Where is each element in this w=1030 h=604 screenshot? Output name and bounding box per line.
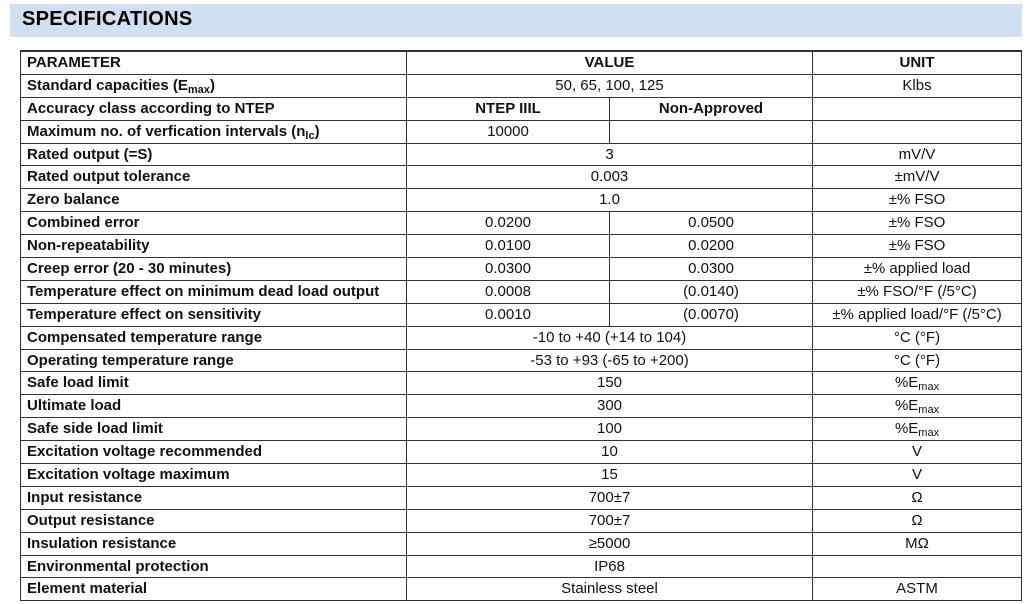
value-cell: IP68	[407, 555, 813, 578]
parameter-label: Compensated temperature range	[27, 328, 263, 346]
value-non-approved-cell: Non-Approved	[610, 97, 813, 120]
parameter-cell	[21, 555, 407, 578]
value-ntep-cell: 0.0300	[407, 258, 610, 281]
table-row	[21, 532, 1022, 555]
header-value: VALUE	[407, 51, 813, 74]
value-non-approved-cell	[610, 120, 813, 143]
parameter-label: Excitation voltage recommended	[27, 443, 263, 461]
value-cell: ≥5000	[407, 532, 813, 555]
table-row	[21, 189, 1022, 212]
parameter-cell	[21, 418, 407, 441]
parameter-label: Temperature effect on sensitivity	[27, 305, 261, 323]
unit-cell	[813, 464, 1022, 487]
unit-cell	[813, 509, 1022, 532]
unit-subscript: max	[918, 404, 940, 417]
unit-label: Ω	[911, 511, 923, 529]
parameter-label: Input resistance	[27, 488, 143, 506]
table-row	[21, 143, 1022, 166]
parameter-cell	[21, 349, 407, 372]
parameter-label: Combined error	[27, 214, 140, 232]
unit-label: ±% FSO/°F (/5°C)	[857, 282, 977, 300]
table-row	[21, 258, 1022, 281]
unit-label: V	[912, 443, 923, 461]
value-cell: 15	[407, 464, 813, 487]
section-title: SPECIFICATIONS	[22, 8, 193, 30]
parameter-label: Temperature effect on minimum dead load output	[27, 282, 380, 300]
specifications-table	[20, 50, 1022, 601]
parameter-cell	[21, 578, 407, 601]
table-row	[21, 303, 1022, 326]
unit-subscript: max	[918, 427, 940, 440]
value-cell: 3	[407, 143, 813, 166]
parameter-cell	[21, 326, 407, 349]
parameter-suffix: )	[314, 122, 320, 140]
value-non-approved-cell: (0.0140)	[610, 280, 813, 303]
unit-cell	[813, 395, 1022, 418]
unit-cell	[813, 143, 1022, 166]
parameter-cell	[21, 509, 407, 532]
unit-cell	[813, 418, 1022, 441]
unit-subscript: max	[918, 381, 940, 394]
section-banner	[10, 4, 1022, 37]
parameter-label: Operating temperature range	[27, 351, 234, 369]
parameter-label: Rated output (=S)	[27, 145, 153, 163]
value-cell: 700±7	[407, 486, 813, 509]
value-ntep-cell: 0.0008	[407, 280, 610, 303]
header-unit: UNIT	[813, 51, 1022, 74]
unit-cell	[813, 120, 1022, 143]
parameter-label: Excitation voltage maximum	[27, 465, 230, 483]
table-row	[21, 349, 1022, 372]
value-cell: 700±7	[407, 509, 813, 532]
parameter-cell	[21, 258, 407, 281]
parameter-label: Creep error (20 - 30 minutes)	[27, 259, 232, 277]
unit-cell	[813, 303, 1022, 326]
parameter-cell	[21, 464, 407, 487]
unit-cell	[813, 235, 1022, 258]
table-row	[21, 372, 1022, 395]
unit-cell	[813, 97, 1022, 120]
table-row	[21, 395, 1022, 418]
unit-cell	[813, 349, 1022, 372]
parameter-label: Rated output tolerance	[27, 168, 191, 186]
parameter-cell	[21, 120, 407, 143]
parameter-cell	[21, 235, 407, 258]
value-cell: -10 to +40 (+14 to 104)	[407, 326, 813, 349]
value-cell: Stainless steel	[407, 578, 813, 601]
table-row	[21, 74, 1022, 97]
table-row	[21, 509, 1022, 532]
parameter-cell	[21, 532, 407, 555]
unit-cell	[813, 555, 1022, 578]
unit-cell	[813, 372, 1022, 395]
value-cell: 100	[407, 418, 813, 441]
unit-label: %E	[894, 397, 919, 415]
value-non-approved-cell: 0.0300	[610, 258, 813, 281]
table-row	[21, 555, 1022, 578]
parameter-label: Maximum no. of verfication intervals (n	[27, 122, 306, 140]
table-row	[21, 464, 1022, 487]
parameter-cell	[21, 280, 407, 303]
unit-cell	[813, 280, 1022, 303]
value-cell: 0.003	[407, 166, 813, 189]
value-ntep-cell: 10000	[407, 120, 610, 143]
parameter-cell	[21, 97, 407, 120]
table-row	[21, 418, 1022, 441]
value-cell: 50, 65, 100, 125	[407, 74, 813, 97]
table-row	[21, 441, 1022, 464]
unit-label: V	[912, 465, 923, 483]
unit-cell	[813, 166, 1022, 189]
value-cell: -53 to +93 (-65 to +200)	[407, 349, 813, 372]
parameter-label: Standard capacities (E	[27, 76, 188, 94]
unit-label: ±mV/V	[894, 168, 940, 186]
header-parameter: PARAMETER	[21, 51, 407, 74]
parameter-cell	[21, 486, 407, 509]
value-ntep-cell: NTEP IIIL	[407, 97, 610, 120]
unit-label: °C (°F)	[893, 328, 941, 346]
unit-cell	[813, 441, 1022, 464]
unit-label: °C (°F)	[893, 351, 941, 369]
unit-label: ±% FSO	[888, 191, 946, 209]
parameter-cell	[21, 395, 407, 418]
unit-cell	[813, 486, 1022, 509]
parameter-subscript: lc	[305, 129, 315, 142]
unit-label: ±% applied load/°F (/5°C)	[832, 305, 1002, 323]
table-row	[21, 97, 1022, 120]
value-cell: 1.0	[407, 189, 813, 212]
table-row	[21, 486, 1022, 509]
value-ntep-cell: 0.0200	[407, 212, 610, 235]
table-row	[21, 212, 1022, 235]
unit-label: %E	[894, 374, 919, 392]
unit-cell	[813, 326, 1022, 349]
unit-cell	[813, 258, 1022, 281]
parameter-cell	[21, 303, 407, 326]
unit-label: mV/V	[898, 145, 936, 163]
unit-cell	[813, 189, 1022, 212]
value-ntep-cell: 0.0100	[407, 235, 610, 258]
parameter-cell	[21, 166, 407, 189]
parameter-cell	[21, 212, 407, 235]
parameter-label: Environmental protection	[27, 557, 209, 575]
unit-label: %E	[894, 420, 919, 438]
parameter-cell	[21, 372, 407, 395]
header-row	[21, 51, 1022, 74]
unit-label: Ω	[911, 488, 923, 506]
parameter-subscript: max	[187, 83, 210, 96]
parameter-cell	[21, 189, 407, 212]
parameter-label: Output resistance	[27, 511, 155, 529]
parameter-label: Accuracy class according to NTEP	[27, 99, 275, 117]
value-non-approved-cell: 0.0500	[610, 212, 813, 235]
parameter-label: Zero balance	[27, 191, 120, 209]
unit-cell	[813, 578, 1022, 601]
value-non-approved-cell: 0.0200	[610, 235, 813, 258]
table-row	[21, 578, 1022, 601]
value-non-approved-cell: (0.0070)	[610, 303, 813, 326]
parameter-label: Safe load limit	[27, 374, 129, 392]
value-cell: 150	[407, 372, 813, 395]
parameter-cell	[21, 74, 407, 97]
parameter-label: Insulation resistance	[27, 534, 177, 552]
table-row	[21, 280, 1022, 303]
table-row	[21, 166, 1022, 189]
value-cell: 300	[407, 395, 813, 418]
parameter-suffix: )	[209, 76, 215, 94]
unit-label: ASTM	[896, 580, 938, 598]
unit-label: ±% FSO	[888, 214, 946, 232]
unit-label: MΩ	[905, 534, 929, 552]
parameter-cell	[21, 441, 407, 464]
table-row	[21, 120, 1022, 143]
parameter-label: Safe side load limit	[27, 420, 163, 438]
parameter-label: Element material	[27, 580, 148, 598]
parameter-cell	[21, 143, 407, 166]
unit-cell	[813, 74, 1022, 97]
unit-label: ±% FSO	[888, 237, 946, 255]
table-row	[21, 235, 1022, 258]
parameter-label: Non-repeatability	[27, 237, 150, 255]
value-ntep-cell: 0.0010	[407, 303, 610, 326]
unit-cell	[813, 212, 1022, 235]
table-row	[21, 326, 1022, 349]
unit-cell	[813, 532, 1022, 555]
value-cell: 10	[407, 441, 813, 464]
unit-label: Klbs	[902, 76, 932, 94]
unit-label: ±% applied load	[863, 259, 971, 277]
parameter-label: Ultimate load	[27, 397, 122, 415]
